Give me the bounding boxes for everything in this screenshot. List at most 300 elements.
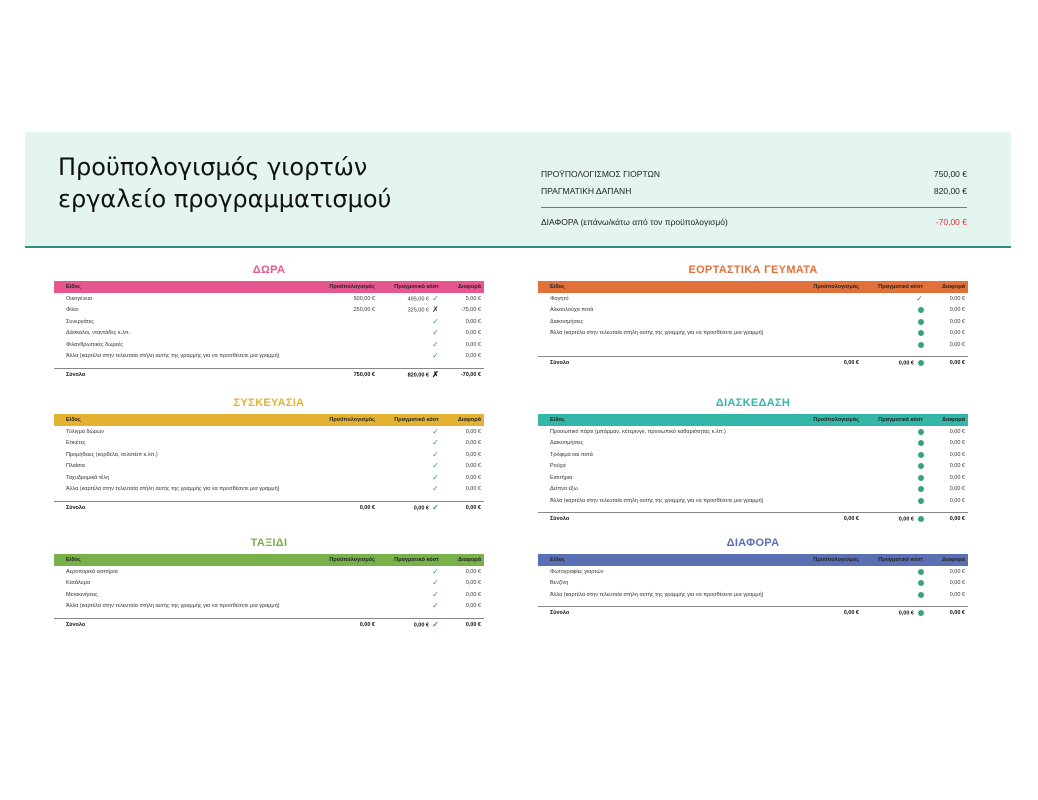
actual-cell[interactable] [862,461,926,473]
difference-cell-text: 0,00 € [465,440,481,447]
difference-cell-text: 0,00 € [465,330,481,337]
budget-cell[interactable] [808,339,862,351]
budget-table [538,281,968,370]
total-budget-text: 0,00 € [359,621,375,628]
actual-cell[interactable] [378,589,442,601]
budget-cell[interactable] [324,578,378,590]
budget-cell[interactable] [808,426,862,438]
budget-table [54,281,484,381]
total-label [538,607,808,620]
budget-table [54,554,484,631]
actual-cell[interactable] [378,339,442,351]
column-header-difference: Διαφορά [458,557,481,563]
actual-cell[interactable] [862,484,926,496]
budget-cell[interactable] [324,316,378,328]
budget-cell[interactable] [324,472,378,484]
total-label [538,513,808,526]
actual-cell[interactable] [862,472,926,484]
item-cell-text: Φωτογραφίες γιορτών [550,568,604,575]
check-icon: ✓ [432,449,439,459]
total-budget [324,618,378,631]
table-header-row [54,554,484,566]
check-icon: ✓ [432,351,439,361]
actual-cell[interactable] [378,426,442,438]
difference-cell [926,461,968,473]
column-header-budget: Προϋπολογισμός [329,284,375,290]
total-difference [926,607,968,620]
item-cell[interactable] [538,495,808,507]
difference-cell [442,438,484,450]
actual-cell[interactable] [378,305,442,317]
difference-cell [442,461,484,473]
table-row [54,351,484,363]
table-row [538,438,968,450]
total-difference-text: 0,00 € [949,360,965,367]
summary-actual-value[interactable]: 820,00 € [933,186,967,196]
summary-budget-value[interactable]: 750,00 € [933,169,967,179]
table-row [538,339,968,351]
item-cell-text: Άλλα (καρτέλα στην τελευταία στήλη αυτής της γραμμής για να προσθέσετε μια γραμμή) [66,486,280,493]
item-cell-text: Βενζίνη [550,580,569,587]
total-difference-text: 0,00 € [465,621,481,628]
item-cell-text: Δείπνα έξω [550,486,578,493]
table-row [538,461,968,473]
difference-cell-text: 0,00 € [949,451,965,458]
table-row [538,472,968,484]
status-dot-icon [918,498,924,504]
total-label-text: Σύνολο [550,516,570,523]
difference-cell [926,293,968,305]
difference-cell-text: 0,00 € [465,591,481,598]
item-cell[interactable] [54,426,324,438]
difference-cell [442,484,484,496]
difference-cell-text: 5,00 € [465,295,481,302]
item-cell[interactable] [538,449,808,461]
cross-icon: ✗ [432,369,439,379]
budget-cell[interactable] [808,449,862,461]
difference-cell [442,601,484,613]
total-budget [808,513,862,526]
total-difference [442,618,484,631]
check-icon: ✓ [432,316,439,326]
total-actual-text: 0,00 € [413,505,429,512]
column-header-actual: Πραγματικό κόστ [878,284,923,290]
item-cell[interactable] [54,293,324,305]
table-row [538,328,968,340]
status-dot-icon [918,342,924,348]
check-icon: ✓ [432,601,439,611]
actual-cell[interactable] [378,293,442,305]
actual-cell[interactable] [378,461,442,473]
column-header-difference: Διαφορά [942,557,965,563]
actual-cell[interactable] [378,578,442,590]
item-cell-text: Μετακινήσεις [66,591,98,598]
budget-cell[interactable] [324,426,378,438]
column-header-budget: Προϋπολογισμός [813,417,859,423]
section-title: ΔΙΑΣΚΕΔΑΣΗ [715,397,791,409]
column-header-budget: Προϋπολογισμός [329,417,375,423]
table-row [54,578,484,590]
difference-cell-text: 0,00 € [465,463,481,470]
difference-cell-text: 0,00 € [949,497,965,504]
check-icon: ✓ [432,426,439,436]
difference-cell-text: 0,00 € [949,318,965,325]
difference-cell [442,293,484,305]
difference-cell [926,589,968,601]
status-dot-icon [918,516,924,522]
item-cell[interactable] [54,601,324,613]
difference-cell-text: 0,00 € [465,474,481,481]
total-actual [862,607,926,620]
total-difference [926,513,968,526]
table-row [54,566,484,578]
actual-cell[interactable] [378,484,442,496]
status-dot-icon [918,429,924,435]
item-cell[interactable] [538,461,808,473]
table-header-row [538,281,968,293]
budget-cell[interactable] [808,438,862,450]
total-difference-text: 0,00 € [465,504,481,511]
status-dot-icon [918,592,924,598]
item-cell-text: Κατάλυμα [66,580,91,587]
actual-cell-text: 495,00 € [407,296,429,303]
item-cell[interactable] [54,578,324,590]
item-cell[interactable] [54,472,324,484]
difference-cell-text: 0,00 € [949,428,965,435]
item-cell[interactable] [538,472,808,484]
column-header-difference: Διαφορά [942,417,965,423]
section-title: ΤΑΞΙΔΙ [250,537,288,549]
item-cell-text: Δάσκαλοι, νταντάδες κ.λπ. [66,330,131,337]
item-cell-text: Οικογένεια [66,295,93,302]
check-icon: ✓ [432,339,439,349]
item-cell[interactable] [54,449,324,461]
budget-table [538,414,968,526]
table-row [54,293,484,305]
item-cell-text: Πλαίσια [66,463,85,470]
summary-budget-row [541,166,967,183]
budget-cell[interactable] [808,461,862,473]
difference-cell [442,305,484,317]
total-row [54,368,484,381]
item-cell-text: Ταχυδρομικά τέλη [66,474,110,481]
difference-cell-text: 0,00 € [949,295,965,302]
budget-cell[interactable] [324,328,378,340]
budget-cell[interactable] [808,495,862,507]
item-cell-text: Ετικέτες [66,440,86,447]
total-label-text: Σύνολο [66,504,86,511]
budget-cell[interactable] [324,461,378,473]
section-title: ΔΙΑΦΟΡΑ [726,537,780,549]
actual-cell[interactable] [378,472,442,484]
total-row [54,618,484,631]
item-cell-text: Προμήθειες (κορδέλα, σελοτέιπ κ.λπ.) [66,451,158,458]
total-budget-text: 0,00 € [843,360,859,367]
total-budget [808,607,862,620]
difference-cell-text: 0,00 € [949,463,965,470]
item-cell-text: Άλλα (καρτέλα στην τελευταία στήλη αυτής της γραμμής για να προσθέσετε μια γραμμή) [66,603,280,610]
difference-cell [442,589,484,601]
budget-cell[interactable] [324,305,378,317]
budget-cell-text: 250,00 € [353,307,375,314]
budget-cell[interactable] [324,566,378,578]
status-dot-icon [918,307,924,313]
table-header-row [538,554,968,566]
column-header-budget: Προϋπολογισμός [813,284,859,290]
difference-cell [442,449,484,461]
status-dot-icon [918,440,924,446]
total-label-text: Σύνολο [66,371,86,378]
status-dot-icon [918,569,924,575]
check-icon: ✓ [432,484,439,494]
total-label-text: Σύνολο [550,360,570,367]
item-cell[interactable] [538,305,808,317]
table-row [538,495,968,507]
difference-cell [926,328,968,340]
item-cell[interactable] [538,589,808,601]
table-row [54,472,484,484]
actual-cell[interactable] [862,495,926,507]
total-actual [378,501,442,514]
difference-cell [926,426,968,438]
check-icon: ✓ [432,328,439,338]
actual-cell[interactable] [378,328,442,340]
summary-divider [541,207,967,208]
table-row [538,449,968,461]
total-budget [324,501,378,514]
total-budget-text: 0,00 € [843,610,859,617]
total-row [54,501,484,514]
total-actual [378,618,442,631]
difference-cell [442,339,484,351]
section-title: ΣΥΣΚΕΥΑΣΙΑ [233,397,305,409]
status-dot-icon [918,330,924,336]
actual-cell[interactable] [862,449,926,461]
item-cell[interactable] [54,339,324,351]
section-packaging [54,394,484,514]
item-cell[interactable] [54,484,324,496]
section-title: ΔΩΡΑ [252,264,286,276]
difference-cell-text: 0,00 € [949,330,965,337]
item-cell[interactable] [538,566,808,578]
actual-cell[interactable] [862,305,926,317]
total-actual [862,357,926,370]
table-row [54,426,484,438]
budget-cell[interactable] [324,484,378,496]
item-cell[interactable] [538,426,808,438]
actual-cell[interactable] [378,438,442,450]
summary-budget-label: ΠΡΟΫΠΟΛΟΓΙΣΜΟΣ ΓΙΟΡΤΩΝ [541,169,660,179]
check-icon: ✓ [432,461,439,471]
total-actual [862,513,926,526]
difference-cell-text: 0,00 € [949,568,965,575]
header-band [25,132,1011,248]
difference-cell-text: 0,00 € [949,474,965,481]
budget-cell[interactable] [324,438,378,450]
column-header-difference: Διαφορά [942,284,965,290]
actual-cell[interactable] [378,351,442,363]
total-row [538,513,968,526]
budget-table [54,414,484,514]
actual-cell[interactable] [378,566,442,578]
table-row [54,316,484,328]
difference-cell [926,578,968,590]
difference-cell [926,472,968,484]
difference-cell [442,328,484,340]
table-row [538,426,968,438]
budget-cell[interactable] [808,578,862,590]
item-cell[interactable] [54,351,324,363]
budget-cell[interactable] [808,589,862,601]
budget-cell[interactable] [808,293,862,305]
difference-cell-text: 0,00 € [465,603,481,610]
total-actual [378,368,442,381]
actual-cell[interactable] [378,601,442,613]
actual-cell[interactable] [862,293,926,305]
difference-cell [442,426,484,438]
item-cell[interactable] [54,316,324,328]
budget-cell[interactable] [324,601,378,613]
budget-cell[interactable] [324,293,378,305]
column-header-item: Είδος [550,284,565,290]
difference-cell-text: 0,00 € [465,318,481,325]
item-cell-text: Συνεργάτες [66,318,94,325]
difference-cell [442,578,484,590]
item-cell[interactable] [538,293,808,305]
budget-cell[interactable] [324,589,378,601]
item-cell[interactable] [54,328,324,340]
summary-diff-row [541,214,967,231]
item-cell[interactable] [538,328,808,340]
total-label [54,368,324,381]
difference-cell-text: 0,00 € [949,440,965,447]
table-row [54,484,484,496]
difference-cell [926,484,968,496]
summary-diff-value[interactable]: -70,00 € [935,217,967,227]
table-header-row [54,281,484,293]
difference-cell-text: 0,00 € [949,580,965,587]
difference-cell [926,305,968,317]
difference-cell [442,566,484,578]
difference-cell-text: 0,00 € [465,451,481,458]
item-cell[interactable] [54,589,324,601]
table-row [538,484,968,496]
check-icon: ✓ [432,589,439,599]
total-difference [442,368,484,381]
budget-cell[interactable] [324,351,378,363]
actual-cell[interactable] [862,438,926,450]
column-header-actual: Πραγματικό κόστ [394,417,439,423]
column-header-item: Είδος [66,557,81,563]
item-cell[interactable] [54,566,324,578]
actual-cell[interactable] [862,426,926,438]
table-row [538,589,968,601]
total-difference-text: -70,00 € [460,371,481,378]
actual-cell[interactable] [862,316,926,328]
page-title [58,151,478,215]
total-label [54,501,324,514]
actual-cell[interactable] [378,449,442,461]
actual-cell[interactable] [862,328,926,340]
item-cell[interactable] [538,484,808,496]
item-cell-text: Φαγητό [550,295,569,302]
check-icon: ✓ [432,619,439,629]
total-actual-text: 820,00 € [407,372,429,379]
table-row [54,589,484,601]
budget-cell[interactable] [808,316,862,328]
total-budget-text: 0,00 € [359,504,375,511]
difference-cell-text: 0,00 € [465,486,481,493]
actual-cell[interactable] [862,578,926,590]
table-header-row [54,414,484,426]
item-cell[interactable] [538,316,808,328]
total-row [538,607,968,620]
total-budget [808,357,862,370]
summary-actual-label: ΠΡΑΓΜΑΤΙΚΗ ΔΑΠΑΝΗ [541,186,632,196]
total-actual-text: 0,00 € [898,360,914,367]
difference-cell-text: 0,00 € [465,568,481,575]
actual-cell[interactable] [862,589,926,601]
check-icon: ✓ [432,578,439,588]
table-row [538,566,968,578]
column-header-item: Είδος [66,284,81,290]
budget-cell[interactable] [324,449,378,461]
total-difference [442,501,484,514]
section-travel [54,534,484,631]
item-cell[interactable] [54,438,324,450]
item-cell[interactable] [54,461,324,473]
difference-cell-text: 0,00 € [465,580,481,587]
difference-cell-text: 0,00 € [949,486,965,493]
table-row [54,328,484,340]
actual-cell[interactable] [862,339,926,351]
budget-cell[interactable] [808,472,862,484]
table-row [538,578,968,590]
actual-cell[interactable] [378,316,442,328]
budget-cell[interactable] [808,305,862,317]
item-cell-text: Τύλιγμα δώρων [66,428,105,435]
column-header-actual: Πραγματικό κόστ [394,284,439,290]
item-cell[interactable] [538,339,808,351]
budget-cell[interactable] [324,339,378,351]
section-entertainment [538,394,968,526]
item-cell[interactable] [538,578,808,590]
difference-cell-text: 0,00 € [465,353,481,360]
total-difference-text: 0,00 € [949,610,965,617]
status-dot-icon [918,463,924,469]
check-icon: ✓ [432,472,439,482]
section-holiday-meals [538,261,968,370]
difference-cell-text: -75,00 € [460,307,481,314]
item-cell[interactable] [54,305,324,317]
column-header-difference: Διαφορά [458,417,481,423]
budget-cell[interactable] [808,328,862,340]
item-cell-text: Άλλα (καρτέλα στην τελευταία στήλη αυτής της γραμμής για να προσθέσετε μια γραμμή) [550,330,764,337]
column-header-item: Είδος [550,417,565,423]
total-row [538,357,968,370]
budget-cell[interactable] [808,484,862,496]
status-dot-icon [918,319,924,325]
table-row [538,305,968,317]
table-row [538,316,968,328]
column-header-actual: Πραγματικό κόστ [394,557,439,563]
actual-cell[interactable] [862,566,926,578]
item-cell[interactable] [538,438,808,450]
budget-cell[interactable] [808,566,862,578]
item-cell-text: Αεροπορικά εισιτήρια [66,568,118,575]
check-icon: ✓ [432,566,439,576]
status-dot-icon [918,360,924,366]
